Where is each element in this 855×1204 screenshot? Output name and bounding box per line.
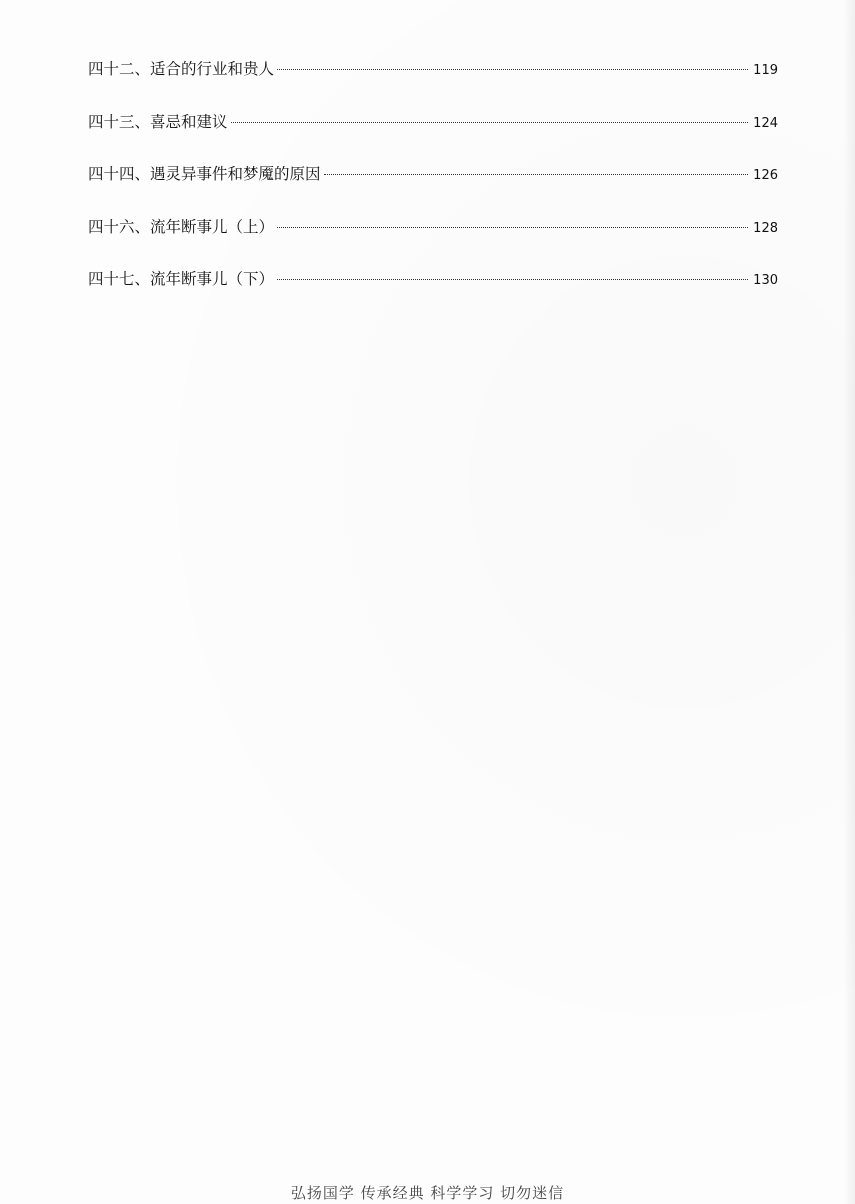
toc-dot-leader — [231, 122, 748, 123]
toc-entry-page: 130 — [753, 273, 778, 288]
toc-dot-leader — [324, 174, 748, 175]
toc-entry[interactable] — [88, 163, 778, 216]
toc-entry-page: 126 — [753, 168, 778, 183]
toc-entry-title: 四十四、遇灵异事件和梦魇的原因 — [88, 165, 321, 183]
toc-entry-page: 128 — [753, 220, 778, 236]
toc-entry[interactable] — [88, 58, 778, 111]
page-footer-slogan: 弘扬国学 传承经典 科学学习 切勿迷信 — [290, 1184, 565, 1202]
toc-dot-leader — [277, 279, 748, 280]
toc-dot-leader — [277, 69, 748, 70]
toc-entry-title: 四十二、适合的行业和贵人 — [88, 60, 275, 78]
toc-entry[interactable] — [88, 111, 778, 164]
toc-entry-page: 119 — [753, 63, 778, 78]
table-of-contents — [88, 58, 778, 321]
toc-entry-page: 124 — [753, 115, 778, 131]
scan-edge-shadow — [843, 0, 855, 1204]
toc-entry[interactable] — [88, 216, 778, 269]
toc-entry-title: 四十六、流年断事儿（上） — [88, 217, 275, 236]
toc-dot-leader — [277, 227, 748, 228]
toc-entry-title: 四十七、流年断事儿（下） — [88, 270, 275, 288]
toc-entry[interactable] — [88, 268, 778, 321]
toc-entry-title: 四十三、喜忌和建议 — [88, 112, 228, 131]
